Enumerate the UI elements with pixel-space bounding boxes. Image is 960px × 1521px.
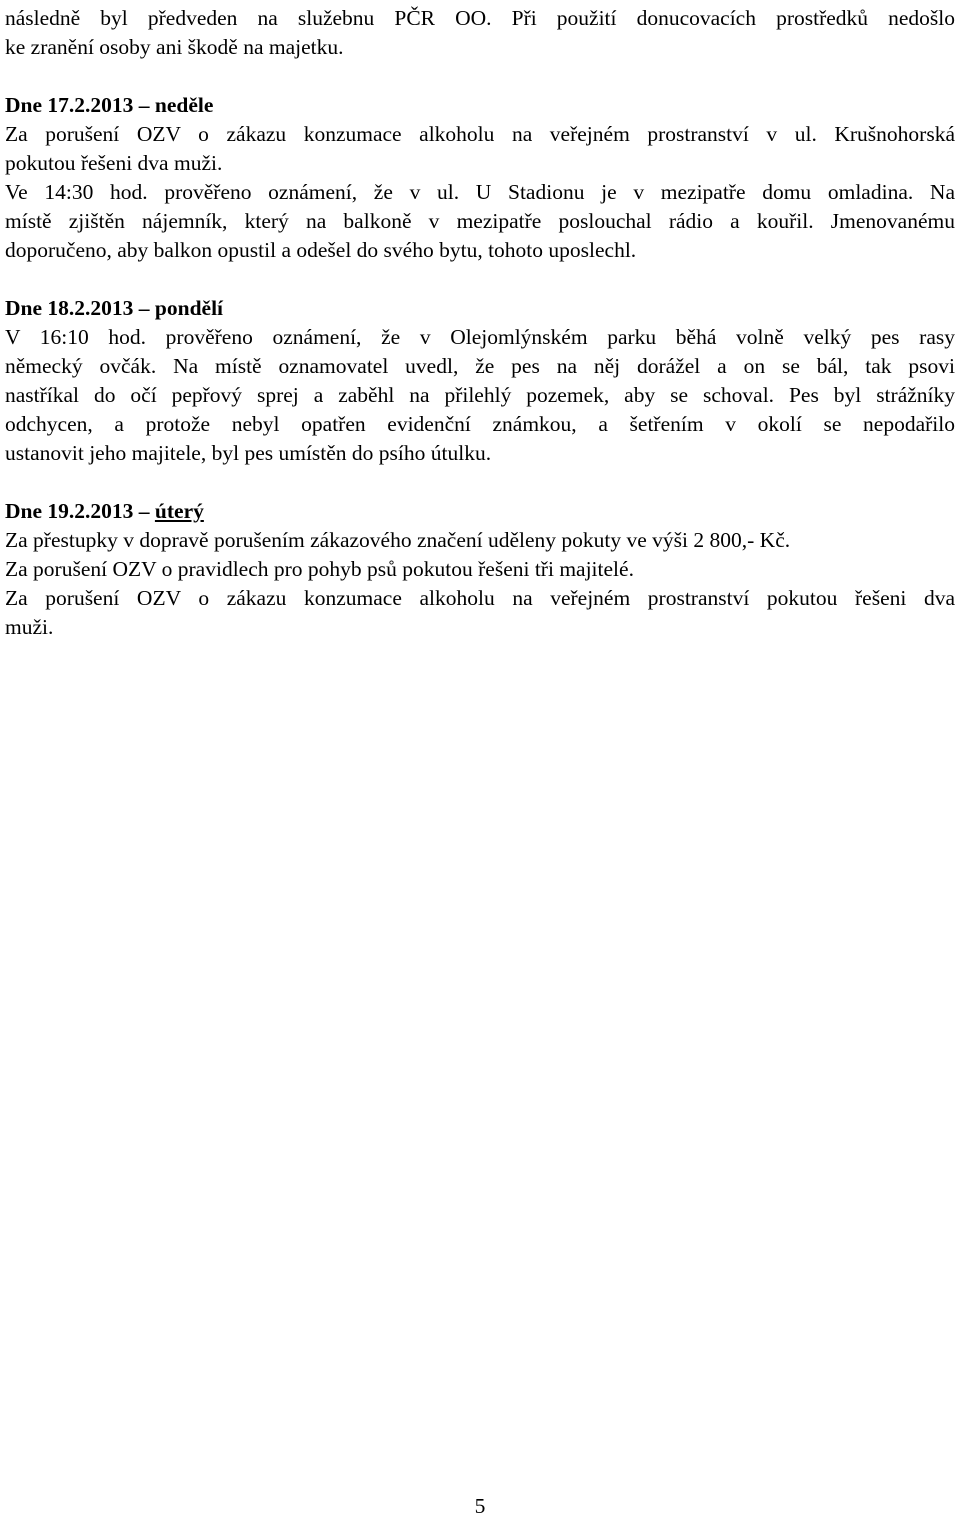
paragraph-line: místě zjištěn nájemník, který na balkoně v mezipatře poslouchal rádio a kouřil. Jmenovanému	[5, 209, 955, 233]
section-heading-17-2: Dne 17.2.2013 – neděle	[5, 93, 214, 117]
paragraph-line: německý ovčák. Na místě oznamovatel uvedl, že pes na něj dorážel a on se bál, tak psovi	[5, 354, 955, 378]
section-date: Dne 18.2.2013	[5, 296, 134, 320]
page-number: 5	[474, 1494, 486, 1518]
section-date: Dne 19.2.2013	[5, 499, 134, 523]
section-heading-18-2: Dne 18.2.2013 – pondělí	[5, 296, 224, 320]
paragraph-line: odchycen, a protože nebyl opatřen evidenční známkou, a šetřením v okolí se nepodařilo	[5, 412, 955, 436]
section-day: úterý	[154, 499, 204, 523]
paragraph-line: Za porušení OZV o zákazu konzumace alkoholu na veřejném prostranství v ul. Krušnohorská	[5, 122, 955, 146]
paragraph-line: pokutou řešeni dva muži.	[5, 151, 223, 175]
intro-line-1: následně byl předveden na služebnu PČR OO. Při použití donucovacích prostředků nedošlo	[5, 6, 955, 30]
section-heading-19-2: Dne 19.2.2013 – úterý	[5, 499, 204, 523]
intro-line-2: ke zranění osoby ani škodě na majetku.	[5, 35, 344, 59]
paragraph-line: doporučeno, aby balkon opustil a odešel do svého bytu, tohoto uposlechl.	[5, 238, 637, 262]
paragraph-line: Za porušení OZV o pravidlech pro pohyb psů pokutou řešeni tři majitelé.	[5, 557, 634, 581]
paragraph-line: ustanovit jeho majitele, byl pes umístěn do psího útulku.	[5, 441, 492, 465]
section-day: pondělí	[154, 296, 224, 320]
paragraph-line: nastříkal do očí pepřový sprej a zaběhl na přilehlý pozemek, aby se schoval. Pes byl strážníky	[5, 383, 955, 407]
paragraph-line: Za přestupky v dopravě porušením zákazového značení uděleny pokuty ve výši 2 800,- Kč.	[5, 528, 791, 552]
paragraph-line: Ve 14:30 hod. prověřeno oznámení, že v ul. U Stadionu je v mezipatře domu omladina. Na	[5, 180, 955, 204]
paragraph-line: muži.	[5, 615, 54, 639]
paragraph-line: V 16:10 hod. prověřeno oznámení, že v Olejomlýnském parku běhá volně velký pes rasy	[5, 325, 955, 349]
section-day: neděle	[154, 93, 214, 117]
section-date: Dne 17.2.2013	[5, 93, 134, 117]
paragraph-line: Za porušení OZV o zákazu konzumace alkoholu na veřejném prostranství pokutou řešeni dva	[5, 586, 955, 610]
